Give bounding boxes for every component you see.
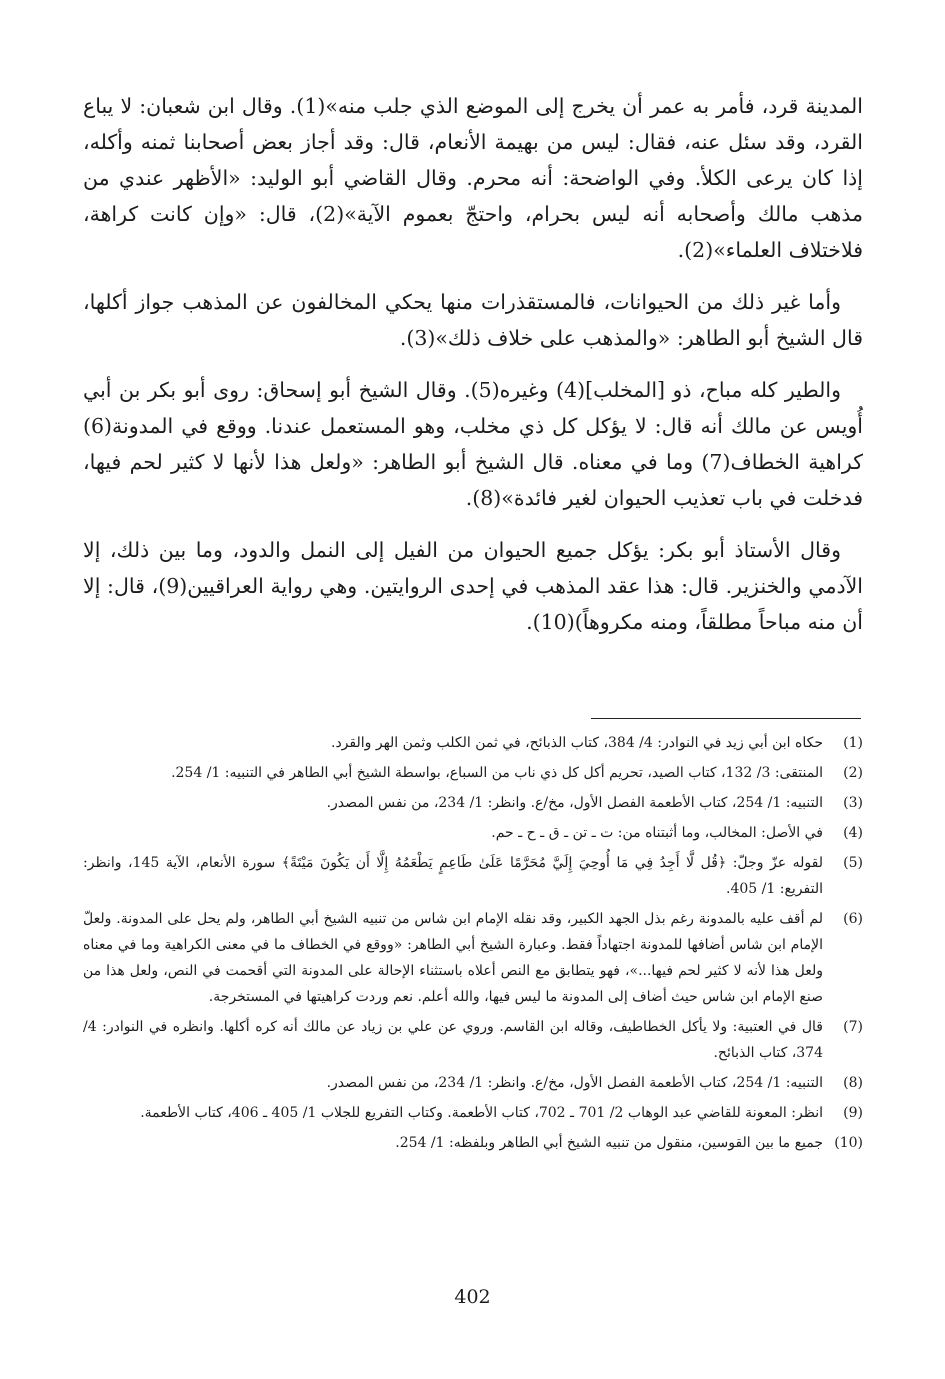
footnote-number: (5)	[843, 855, 863, 871]
footnotes-section	[83, 730, 863, 1160]
footnote-text: المنتقى: 3/ 132، كتاب الصيد، تحريم أكل كل ذي ناب من السباع، بواسطة الشيخ أبي الطاهر في التنبيه: 1/ 254.	[171, 765, 823, 781]
paragraph-1: المدينة قرد، فأمر به عمر أن يخرج إلى الموضع الذي جلب منه»(1). وقال ابن شعبان: لا يباع القرد، وقد سئل عنه، فقال: ليس من بهيمة الأنعام، قال: وقد أجاز بعض أصحابنا ثمنه وأكله، إذا كان يرعى الكلأ. وفي الواضحة: أنه محرم. وقال القاضي أبو الوليد: «الأظهر عندي من مذهب مالك وأصحابه أنه ليس بحرام، واحتجّ بعموم الآية»(2)، قال: «وإن كانت كراهة، فلاختلاف العلماء»(2).	[83, 94, 863, 262]
main-text-block	[83, 88, 863, 656]
footnote-5	[83, 850, 863, 902]
footnote-6	[83, 906, 863, 1010]
footnote-text: في الأصل: المخالب، وما أثبتناه من: ت ـ تن ـ ق ـ ح ـ حم.	[491, 825, 823, 841]
paragraph-3: والطير كله مباح، ذو [المخلب](4) وغيره(5). وقال الشيخ أبو إسحاق: روى أبو بكر بن أبي أُويس عن مالك أنه قال: لا يؤكل كل ذي مخلب، وهو المستعمل عندنا. ووقع في المدونة(6) كراهية الخطاف(7) وما في معناه. قال الشيخ أبو الطاهر: «ولعل هذا لأنها لا كثير لحم فيها، فدخلت في باب تعذيب الحيوان لغير فائدة»(8).	[83, 378, 863, 510]
footnote-10	[83, 1130, 863, 1156]
footnote-number: (4)	[843, 825, 863, 841]
page-number: 402	[454, 1286, 491, 1308]
footnote-number: (6)	[843, 911, 863, 927]
footnote-number: (7)	[843, 1019, 863, 1035]
footnote-separator	[591, 718, 861, 719]
footnote-text: لقوله عزّ وجلّ: ﴿قُل لَّا أَجِدُ فِي مَا أُوحِيَ إِلَيَّ مُحَرَّمًا عَلَىٰ طَاعِمٍ يَطْعَمُهُ إِلَّا أَن يَكُونَ مَيْتَةً﴾ سورة الأنعام، الآية 145، وانظر: التفريع: 1/ 405.	[83, 855, 823, 897]
footnote-4	[83, 820, 863, 846]
footnote-2	[83, 760, 863, 786]
footnote-8	[83, 1070, 863, 1096]
footnote-text: لم أقف عليه بالمدونة رغم بذل الجهد الكبير، وقد نقله الإمام ابن شاس من تنبيه الشيخ أبي الطاهر، ولم يحل على المدونة. ولعلّ الإمام ابن شاس أضافها للمدونة اجتهاداً فقط. وعبارة الشيخ أبي الطاهر: «ووقع في الخطاف ما في معنى الكراهية وما في معناه ولعل هذا لأنه لا كثير لحم فيها...»، فهو يتطابق مع النص أعلاه باستثناء الإحالة على المدونة التي أقحمت في النص، ولعل هذا من صنع الإمام ابن شاس حيث أضاف إلى المدونة ما ليس فيها، والله أعلم. نعم وردت كراهيتها في المستخرجة.	[83, 911, 823, 1005]
paragraph-4: وقال الأستاذ أبو بكر: يؤكل جميع الحيوان من الفيل إلى النمل والدود، وما بين ذلك، إلا الآدمي والخنزير. قال: هذا عقد المذهب في إحدى الروايتين. وهي رواية العراقيين(9)، قال: إلا أن منه مباحاً مطلقاً، ومنه مكروهاً)(10).	[83, 538, 864, 634]
footnote-number: (1)	[843, 735, 863, 751]
footnote-text: حكاه ابن أبي زيد في النوادر: 4/ 384، كتاب الذبائح، في ثمن الكلب وثمن الهر والقرد.	[331, 735, 823, 751]
footnote-text: التنبيه: 1/ 254، كتاب الأطعمة الفصل الأول، مخ/ع. وانظر: 1/ 234، من نفس المصدر.	[326, 795, 823, 811]
footnote-text: انظر: المعونة للقاضي عبد الوهاب 2/ 701 ـ 702، كتاب الأطعمة. وكتاب التفريع للجلاب 1/ 405 ـ 406، كتاب الأطعمة.	[140, 1105, 823, 1121]
footnote-1	[83, 730, 863, 756]
paragraph-2: وأما غير ذلك من الحيوانات، فالمستقذرات منها يحكي المخالفون عن المذهب جواز أكلها، قال الشيخ أبو الطاهر: «والمذهب على خلاف ذلك»(3).	[83, 290, 863, 350]
footnote-7	[83, 1014, 863, 1066]
footnote-number: (3)	[843, 795, 863, 811]
footnote-3	[83, 790, 863, 816]
footnote-number: (9)	[843, 1105, 863, 1121]
footnote-text: قال في العتبية: ولا يأكل الخطاطيف، وقاله ابن القاسم. وروي عن علي بن زياد عن مالك أنه كره أكلها. وانظره في النوادر: 4/ 374، كتاب الذبائح.	[83, 1019, 823, 1061]
footnote-number: (10)	[834, 1135, 863, 1151]
footnote-9	[83, 1100, 863, 1126]
footnote-text: التنبيه: 1/ 254، كتاب الأطعمة الفصل الأول، مخ/ع. وانظر: 1/ 234، من نفس المصدر.	[326, 1075, 823, 1091]
footnote-number: (2)	[843, 765, 863, 781]
footnote-number: (8)	[843, 1075, 863, 1091]
footnote-text: جميع ما بين القوسين، منقول من تنبيه الشيخ أبي الطاهر وبلفظه: 1/ 254.	[395, 1135, 823, 1151]
